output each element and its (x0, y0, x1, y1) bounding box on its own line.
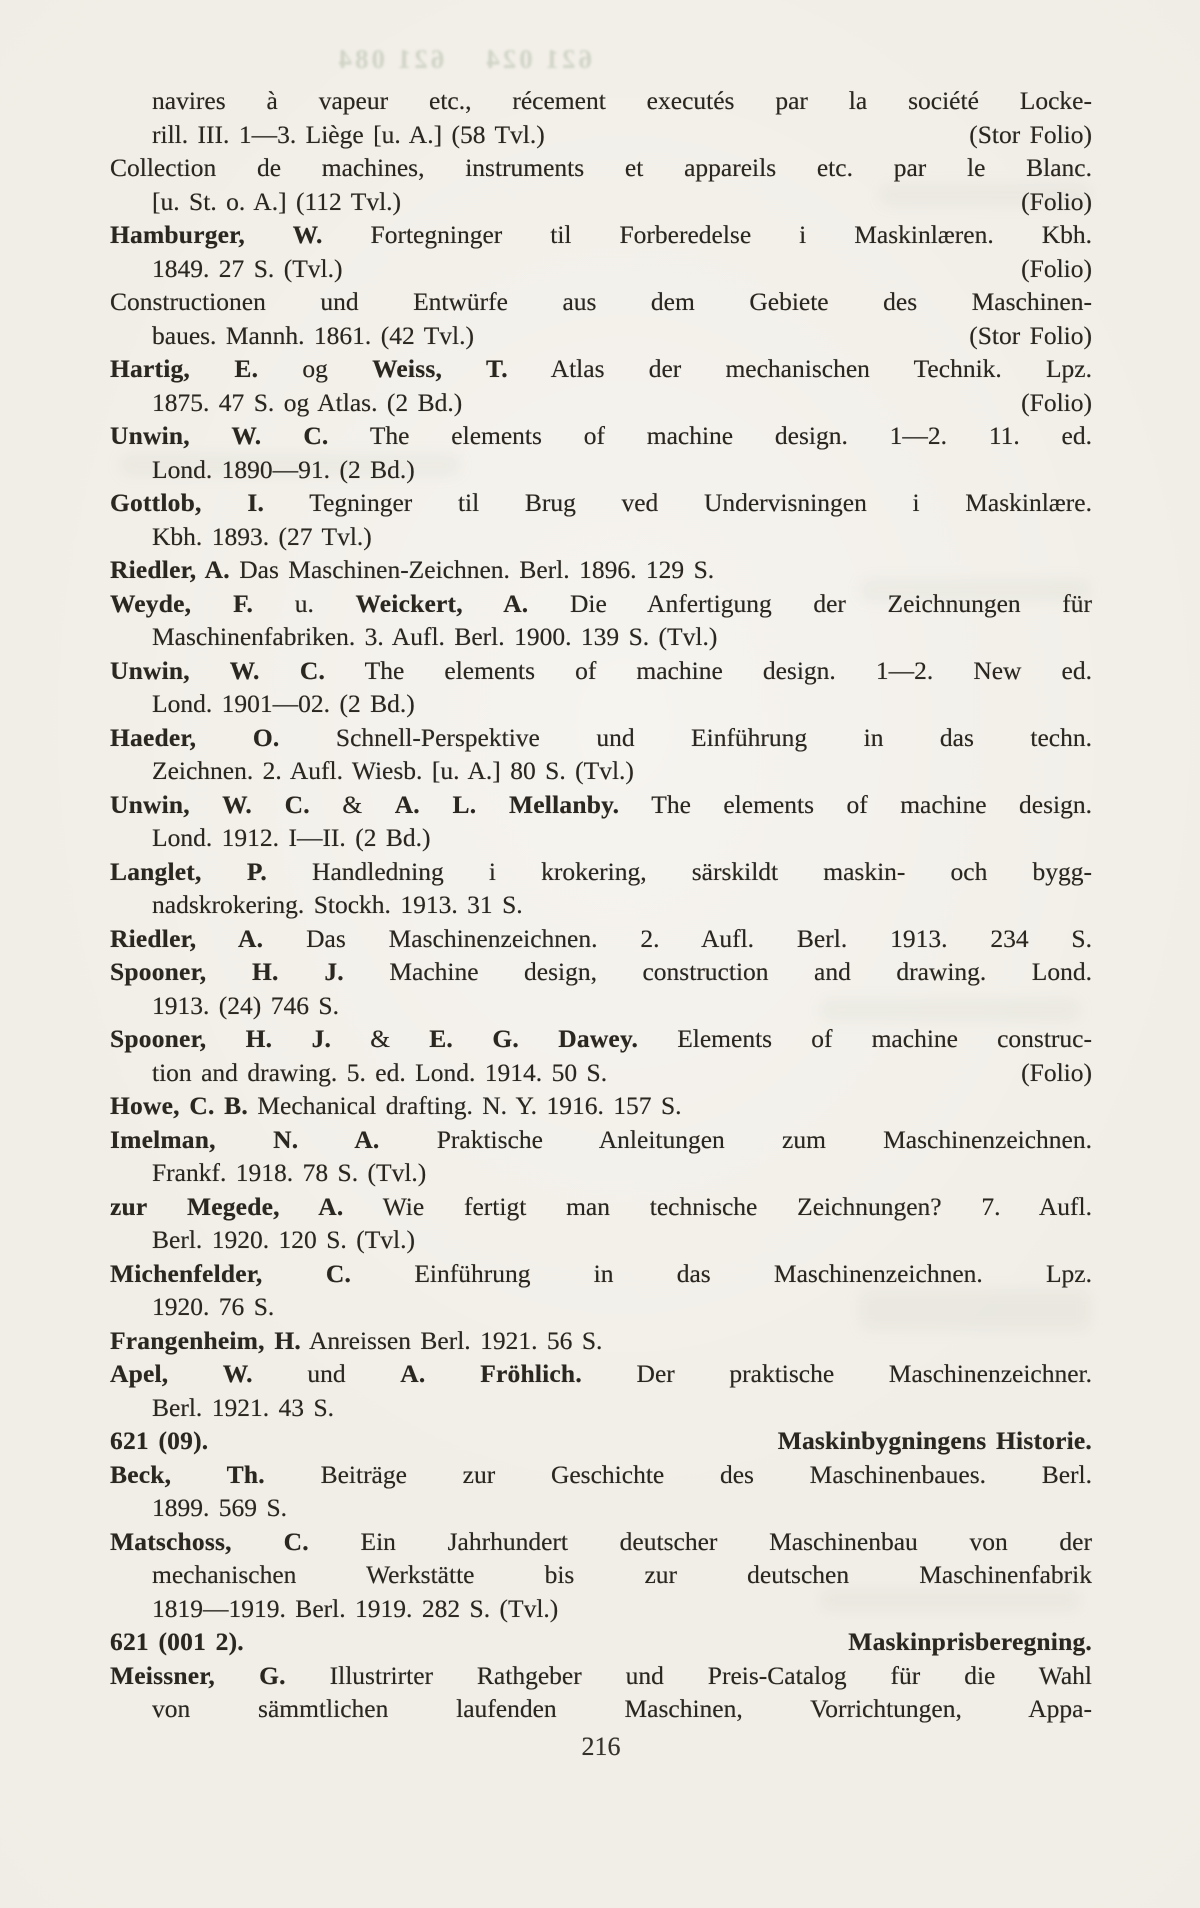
entry-text: Illustrirter Rathgeber und Preis-Catalog für die Wahl (285, 1660, 1092, 1690)
entry-text: Berl. 1921. 43 S. (152, 1392, 335, 1422)
line-text (152, 1692, 1092, 1726)
author-name: Gottlob, I. (110, 488, 265, 517)
line-text (110, 218, 1092, 252)
author-name: 621 (001 2). (110, 1627, 244, 1656)
entry-text: [u. St. o. A.] (112 Tvl.) (152, 186, 402, 216)
bib-line (110, 721, 1092, 755)
bib-line (110, 1324, 1092, 1358)
entry-text: und (252, 1359, 401, 1388)
line-text (110, 486, 1092, 520)
entry-text: 1849. 27 S. (Tvl.) (152, 253, 343, 283)
line-text (152, 1290, 1092, 1324)
bibliography-text-block (110, 84, 1092, 1726)
bib-line (110, 1022, 1092, 1056)
format-tag: (Folio) (1021, 186, 1092, 216)
author-name: Spooner, H. J. (110, 1024, 332, 1053)
bib-line (110, 1089, 1092, 1123)
bib-line (110, 821, 1092, 855)
bib-line (110, 1357, 1092, 1391)
entry-text: Das Maschinen-Zeichnen. Berl. 1896. 129 S. (229, 555, 715, 584)
format-tag: (Folio) (1021, 1057, 1092, 1087)
entry-text: The elements of machine design. 1—2. New ed. (325, 655, 1092, 685)
line-text (152, 989, 1092, 1023)
bib-line (110, 922, 1092, 956)
entry-text: Frankf. 1918. 78 S. (Tvl.) (152, 1158, 427, 1187)
line-text (110, 788, 1092, 822)
line-text (152, 1156, 1092, 1190)
bib-line (110, 1391, 1092, 1425)
author-name: A. L. Mellanby. (394, 789, 620, 819)
entry-text: Lond. 1901—02. (2 Bd.) (152, 689, 415, 718)
entry-text: Ein Jahrhundert deutscher Maschinenbau von der (308, 1526, 1092, 1556)
author-name: Unwin, W. C. (110, 421, 329, 450)
entry-text: Praktische Anleitungen zum Maschinenzeichnen. (379, 1124, 1092, 1154)
entry-text: Tegninger til Brug ved Undervisningen i Maskinlære. (264, 488, 1092, 517)
entry-text: 1920. 76 S. (152, 1292, 275, 1321)
line-text (110, 1458, 1092, 1492)
entry-text: rill. III. 1—3. Liège [u. A.] (58 Tvl.) (152, 119, 545, 149)
author-name: Hartig, E. (110, 354, 259, 383)
line-text (110, 1190, 1092, 1224)
line-text (110, 1089, 1092, 1123)
line-text (152, 386, 1003, 420)
bib-line (110, 1257, 1092, 1291)
line-text (110, 1525, 1092, 1559)
section-heading-title: Maskinbygningens Historie. (777, 1426, 1092, 1455)
line-text (110, 151, 1092, 185)
bib-line (110, 1123, 1092, 1157)
bib-line (110, 1592, 1092, 1626)
entry-text: & (331, 1024, 430, 1053)
entry-text: Lond. 1890—91. (2 Bd.) (152, 454, 415, 484)
author-name: Apel, W. (110, 1359, 253, 1388)
bib-line (110, 989, 1092, 1023)
bib-line (110, 888, 1092, 922)
entry-text: baues. Mannh. 1861. (42 Tvl.) (152, 320, 474, 350)
entry-text: Beiträge zur Geschichte des Maschinenbaues. Berl. (264, 1459, 1092, 1489)
format-tag: (Folio) (1021, 253, 1092, 283)
entry-text: Anreissen Berl. 1921. 56 S. (300, 1325, 603, 1355)
line-text (152, 1558, 1092, 1592)
author-name: Matschoss, C. (110, 1526, 309, 1556)
line-text (110, 721, 1092, 755)
entry-text: 1899. 569 S. (152, 1493, 288, 1522)
line-text (110, 1357, 1092, 1391)
bib-line (110, 285, 1092, 319)
bib-line (110, 1558, 1092, 1592)
entry-text: Berl. 1920. 120 S. (Tvl.) (152, 1225, 415, 1254)
bib-line (110, 955, 1092, 989)
bib-line (110, 185, 1092, 219)
line-text (152, 118, 951, 152)
author-name: Frangenheim, H. (110, 1325, 301, 1355)
entry-text: Kbh. 1893. (27 Tvl.) (152, 521, 372, 551)
line-text (110, 1625, 830, 1659)
author-name: Unwin, W. C. (110, 655, 326, 685)
line-text (152, 1056, 1003, 1090)
line-text (152, 1592, 1092, 1626)
entry-text: navires à vapeur etc., récement executés par la société Locke- (152, 86, 1092, 115)
bib-line (110, 1056, 1092, 1090)
bib-line (110, 520, 1092, 554)
author-name: Imelman, N. A. (110, 1124, 380, 1154)
line-text (152, 252, 1003, 286)
entry-text: tion and drawing. 5. ed. Lond. 1914. 50 S. (152, 1057, 608, 1087)
line-text (152, 520, 1092, 554)
line-text (110, 587, 1092, 621)
entry-text: Die Anfertigung der Zeichnungen für (528, 588, 1092, 618)
entry-text: Fortegninger til Forberedelse i Maskinlæren. Kbh. (322, 220, 1092, 249)
line-text (110, 419, 1092, 453)
bib-line (110, 84, 1092, 118)
bib-line (110, 855, 1092, 889)
entry-text: Collection de machines, instruments et appareils etc. par le Blanc. (110, 153, 1092, 182)
entry-text: 1913. (24) 746 S. (152, 990, 339, 1020)
entry-text: Schnell-Perspektive und Einführung in das techn. (279, 722, 1092, 752)
author-name: Howe, C. B. (110, 1091, 248, 1120)
author-name: Weickert, A. (355, 588, 529, 618)
author-name: A. Fröhlich. (400, 1359, 582, 1388)
author-name: Beck, Th. (110, 1459, 265, 1489)
format-tag: (Stor Folio) (969, 119, 1092, 149)
author-name: 621 (09). (110, 1426, 209, 1455)
author-name: Weiss, T. (372, 354, 508, 383)
line-text (110, 1257, 1092, 1291)
entry-text: u. (253, 588, 356, 618)
entry-text: Wie fertigt man technische Zeichnungen? 7. Aufl. (343, 1191, 1092, 1221)
line-text (152, 1391, 1092, 1425)
line-text (110, 352, 1092, 386)
entry-text: Einführung in das Maschinenzeichnen. Lpz. (351, 1258, 1092, 1288)
author-name: Unwin, W. C. (110, 789, 310, 819)
bib-line (110, 453, 1092, 487)
bib-line (110, 1190, 1092, 1224)
entry-text: Maschinenfabriken. 3. Aufl. Berl. 1900. 139 S. (Tvl.) (152, 622, 718, 651)
bib-line (110, 1458, 1092, 1492)
line-text (152, 821, 1092, 855)
author-name: Langlet, P. (110, 856, 267, 886)
entry-text: Lond. 1912. I—II. (2 Bd.) (152, 823, 431, 852)
line-text (110, 855, 1092, 889)
author-name: Spooner, H. J. (110, 957, 344, 986)
bib-line (110, 218, 1092, 252)
line-text (152, 1223, 1092, 1257)
bib-line (110, 1525, 1092, 1559)
line-text (110, 1424, 760, 1458)
entry-text: The elements of machine design. 1—2. 11. ed. (328, 421, 1092, 450)
format-tag: (Folio) (1021, 387, 1092, 417)
bleed-through-ghost-numbers: 621 024 621 084 (335, 44, 592, 74)
line-text (110, 553, 1092, 587)
bib-line (110, 754, 1092, 788)
line-text (152, 453, 1092, 487)
bib-line (110, 687, 1092, 721)
bib-line (110, 1290, 1092, 1324)
entry-text: nadskrokering. Stockh. 1913. 31 S. (152, 890, 523, 919)
author-name: Riedler, A. (110, 555, 230, 584)
bib-line (110, 1223, 1092, 1257)
entry-text: Mechanical drafting. N. Y. 1916. 157 S. (247, 1091, 682, 1120)
bib-line (110, 352, 1092, 386)
line-text (152, 84, 1092, 118)
line-text (110, 1123, 1092, 1157)
line-text (152, 754, 1092, 788)
author-name: Haeder, O. (110, 722, 280, 752)
bib-line (110, 553, 1092, 587)
bib-line (110, 151, 1092, 185)
bib-line (110, 1692, 1092, 1726)
line-text (152, 620, 1092, 654)
line-text (110, 1659, 1092, 1693)
entry-text: von sämmtlichen laufenden Maschinen, Vorrichtungen, Appa- (152, 1694, 1092, 1723)
bib-line (110, 788, 1092, 822)
page-number: 216 (581, 1732, 621, 1761)
bib-line (110, 118, 1092, 152)
line-text (110, 922, 1092, 956)
line-text (110, 285, 1092, 319)
bib-line (110, 319, 1092, 353)
bib-line (110, 1491, 1092, 1525)
entry-text: The elements of machine design. (619, 789, 1092, 819)
bib-line (110, 620, 1092, 654)
entry-text: Der praktische Maschinenzeichner. (581, 1359, 1093, 1388)
line-text (110, 654, 1092, 688)
line-text (110, 1022, 1092, 1056)
bib-line (110, 252, 1092, 286)
entry-text: Constructionen und Entwürfe aus dem Gebiete des Maschinen- (110, 287, 1092, 316)
section-heading-line (110, 1424, 1092, 1458)
bib-line (110, 419, 1092, 453)
format-tag: (Stor Folio) (969, 320, 1092, 350)
author-name: Michenfelder, C. (110, 1258, 352, 1288)
line-text (152, 1491, 1092, 1525)
entry-text: Zeichnen. 2. Aufl. Wiesb. [u. A.] 80 S. (Tvl.) (152, 756, 634, 785)
line-text (110, 955, 1092, 989)
entry-text: Atlas der mechanischen Technik. Lpz. (507, 354, 1093, 383)
entry-text: 1875. 47 S. og Atlas. (2 Bd.) (152, 387, 463, 417)
line-text (152, 185, 1003, 219)
entry-text: 1819—1919. Berl. 1919. 282 S. (Tvl.) (152, 1593, 559, 1623)
entry-text: & (309, 789, 395, 819)
bib-line (110, 486, 1092, 520)
author-name: Hamburger, W. (110, 220, 323, 249)
bib-line (110, 654, 1092, 688)
line-text (110, 1324, 1092, 1358)
entry-text: Handledning i krokering, särskildt maskin- och bygg- (266, 856, 1092, 886)
entry-text: Elements of machine construc- (638, 1024, 1092, 1053)
author-name: E. G. Dawey. (429, 1024, 639, 1053)
section-heading-line (110, 1625, 1092, 1659)
entry-text: mechanischen Werkstätte bis zur deutschen Maschinenfabrik (152, 1560, 1092, 1589)
bib-line (110, 386, 1092, 420)
author-name: zur Megede, A. (110, 1191, 344, 1221)
entry-text: Machine design, construction and drawing. Lond. (343, 957, 1092, 986)
bib-line (110, 1659, 1092, 1693)
line-text (152, 687, 1092, 721)
line-text (152, 319, 951, 353)
entry-text: Das Maschinenzeichnen. 2. Aufl. Berl. 1913. 234 S. (263, 923, 1092, 953)
author-name: Riedler, A. (110, 923, 264, 953)
bib-line (110, 1156, 1092, 1190)
bib-line (110, 587, 1092, 621)
entry-text: og (258, 354, 373, 383)
author-name: Weyde, F. (110, 588, 254, 618)
line-text (152, 888, 1092, 922)
section-heading-title: Maskinprisberegning. (848, 1627, 1092, 1656)
author-name: Meissner, G. (110, 1660, 286, 1690)
